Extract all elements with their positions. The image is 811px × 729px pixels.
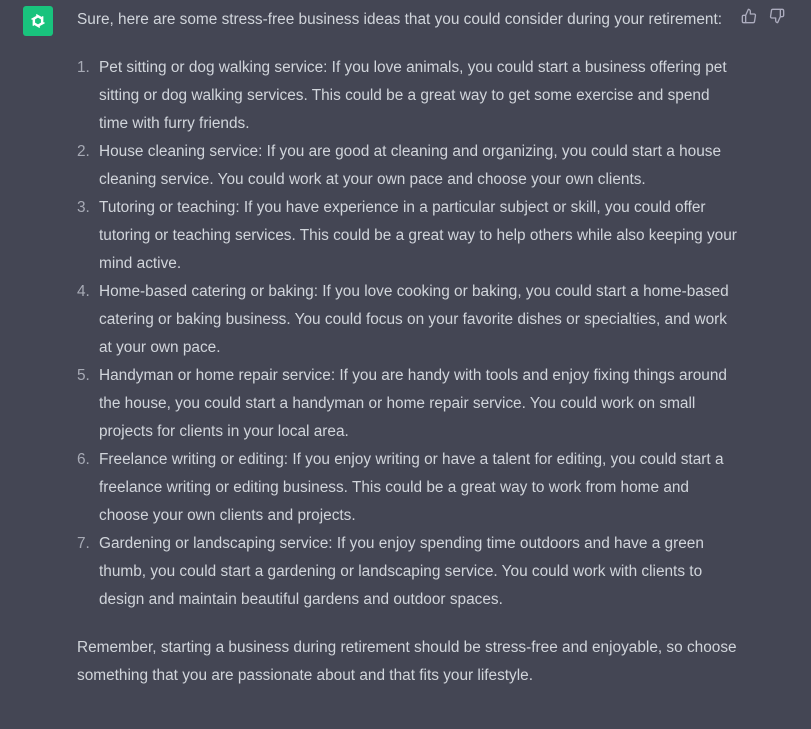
thumbs-up-button[interactable] [741,8,757,24]
list-number: 1. [77,59,90,76]
list-number: 6. [77,451,90,468]
message-intro: Sure, here are some stress-free business ideas that you could consider during your retirement: [77,11,723,28]
list-item-text: Gardening or landscaping service: If you enjoy spending time outdoors and have a green thumb, you could start a gardening or landscaping service. You could work with clients to design and maintain beautiful gardens and outdoor spaces. [99,535,704,608]
list-item [77,194,737,278]
list-number: 3. [77,199,90,216]
list-item [77,54,737,138]
list-number: 5. [77,367,90,384]
list-number: 7. [77,535,90,552]
list-item-text: Pet sitting or dog walking service: If you love animals, you could start a business offering pet sitting or dog walking services. This could be a great way to get some exercise and spend time with furry friends. [99,59,727,132]
list-item [77,138,737,194]
thumbs-up-icon [741,8,757,24]
feedback-buttons [741,8,785,24]
list-item-text: Home-based catering or baking: If you love cooking or baking, you could start a home-based catering or baking business. You could focus on your favorite dishes or specialties, and work at your own pace. [99,283,729,356]
business-ideas-list [77,54,737,614]
thumbs-down-icon [769,8,785,24]
assistant-avatar [23,6,53,36]
assistant-message [77,6,737,690]
list-item-text: Tutoring or teaching: If you have experience in a particular subject or skill, you could offer tutoring or teaching services. This could be a great way to help others while also keeping your mind active. [99,199,737,272]
list-item-text: House cleaning service: If you are good at cleaning and organizing, you could start a house cleaning service. You could work at your own pace and choose your own clients. [99,143,722,188]
openai-logo-icon [27,10,49,32]
message-closing: Remember, starting a business during retirement should be stress-free and enjoyable, so choose something that you are passionate about and that fits your lifestyle. [77,639,737,684]
list-item [77,446,737,530]
list-number: 2. [77,143,90,160]
list-item [77,278,737,362]
list-item-text: Freelance writing or editing: If you enjoy writing or have a talent for editing, you could start a freelance writing or editing business. This could be a great way to work from home and choose your own clients and projects. [99,451,724,524]
list-item [77,362,737,446]
list-item [77,530,737,614]
list-number: 4. [77,283,90,300]
list-item-text: Handyman or home repair service: If you are handy with tools and enjoy fixing things around the house, you could start a handyman or home repair service. You could work on small projects for clients in your local area. [99,367,727,440]
thumbs-down-button[interactable] [769,8,785,24]
